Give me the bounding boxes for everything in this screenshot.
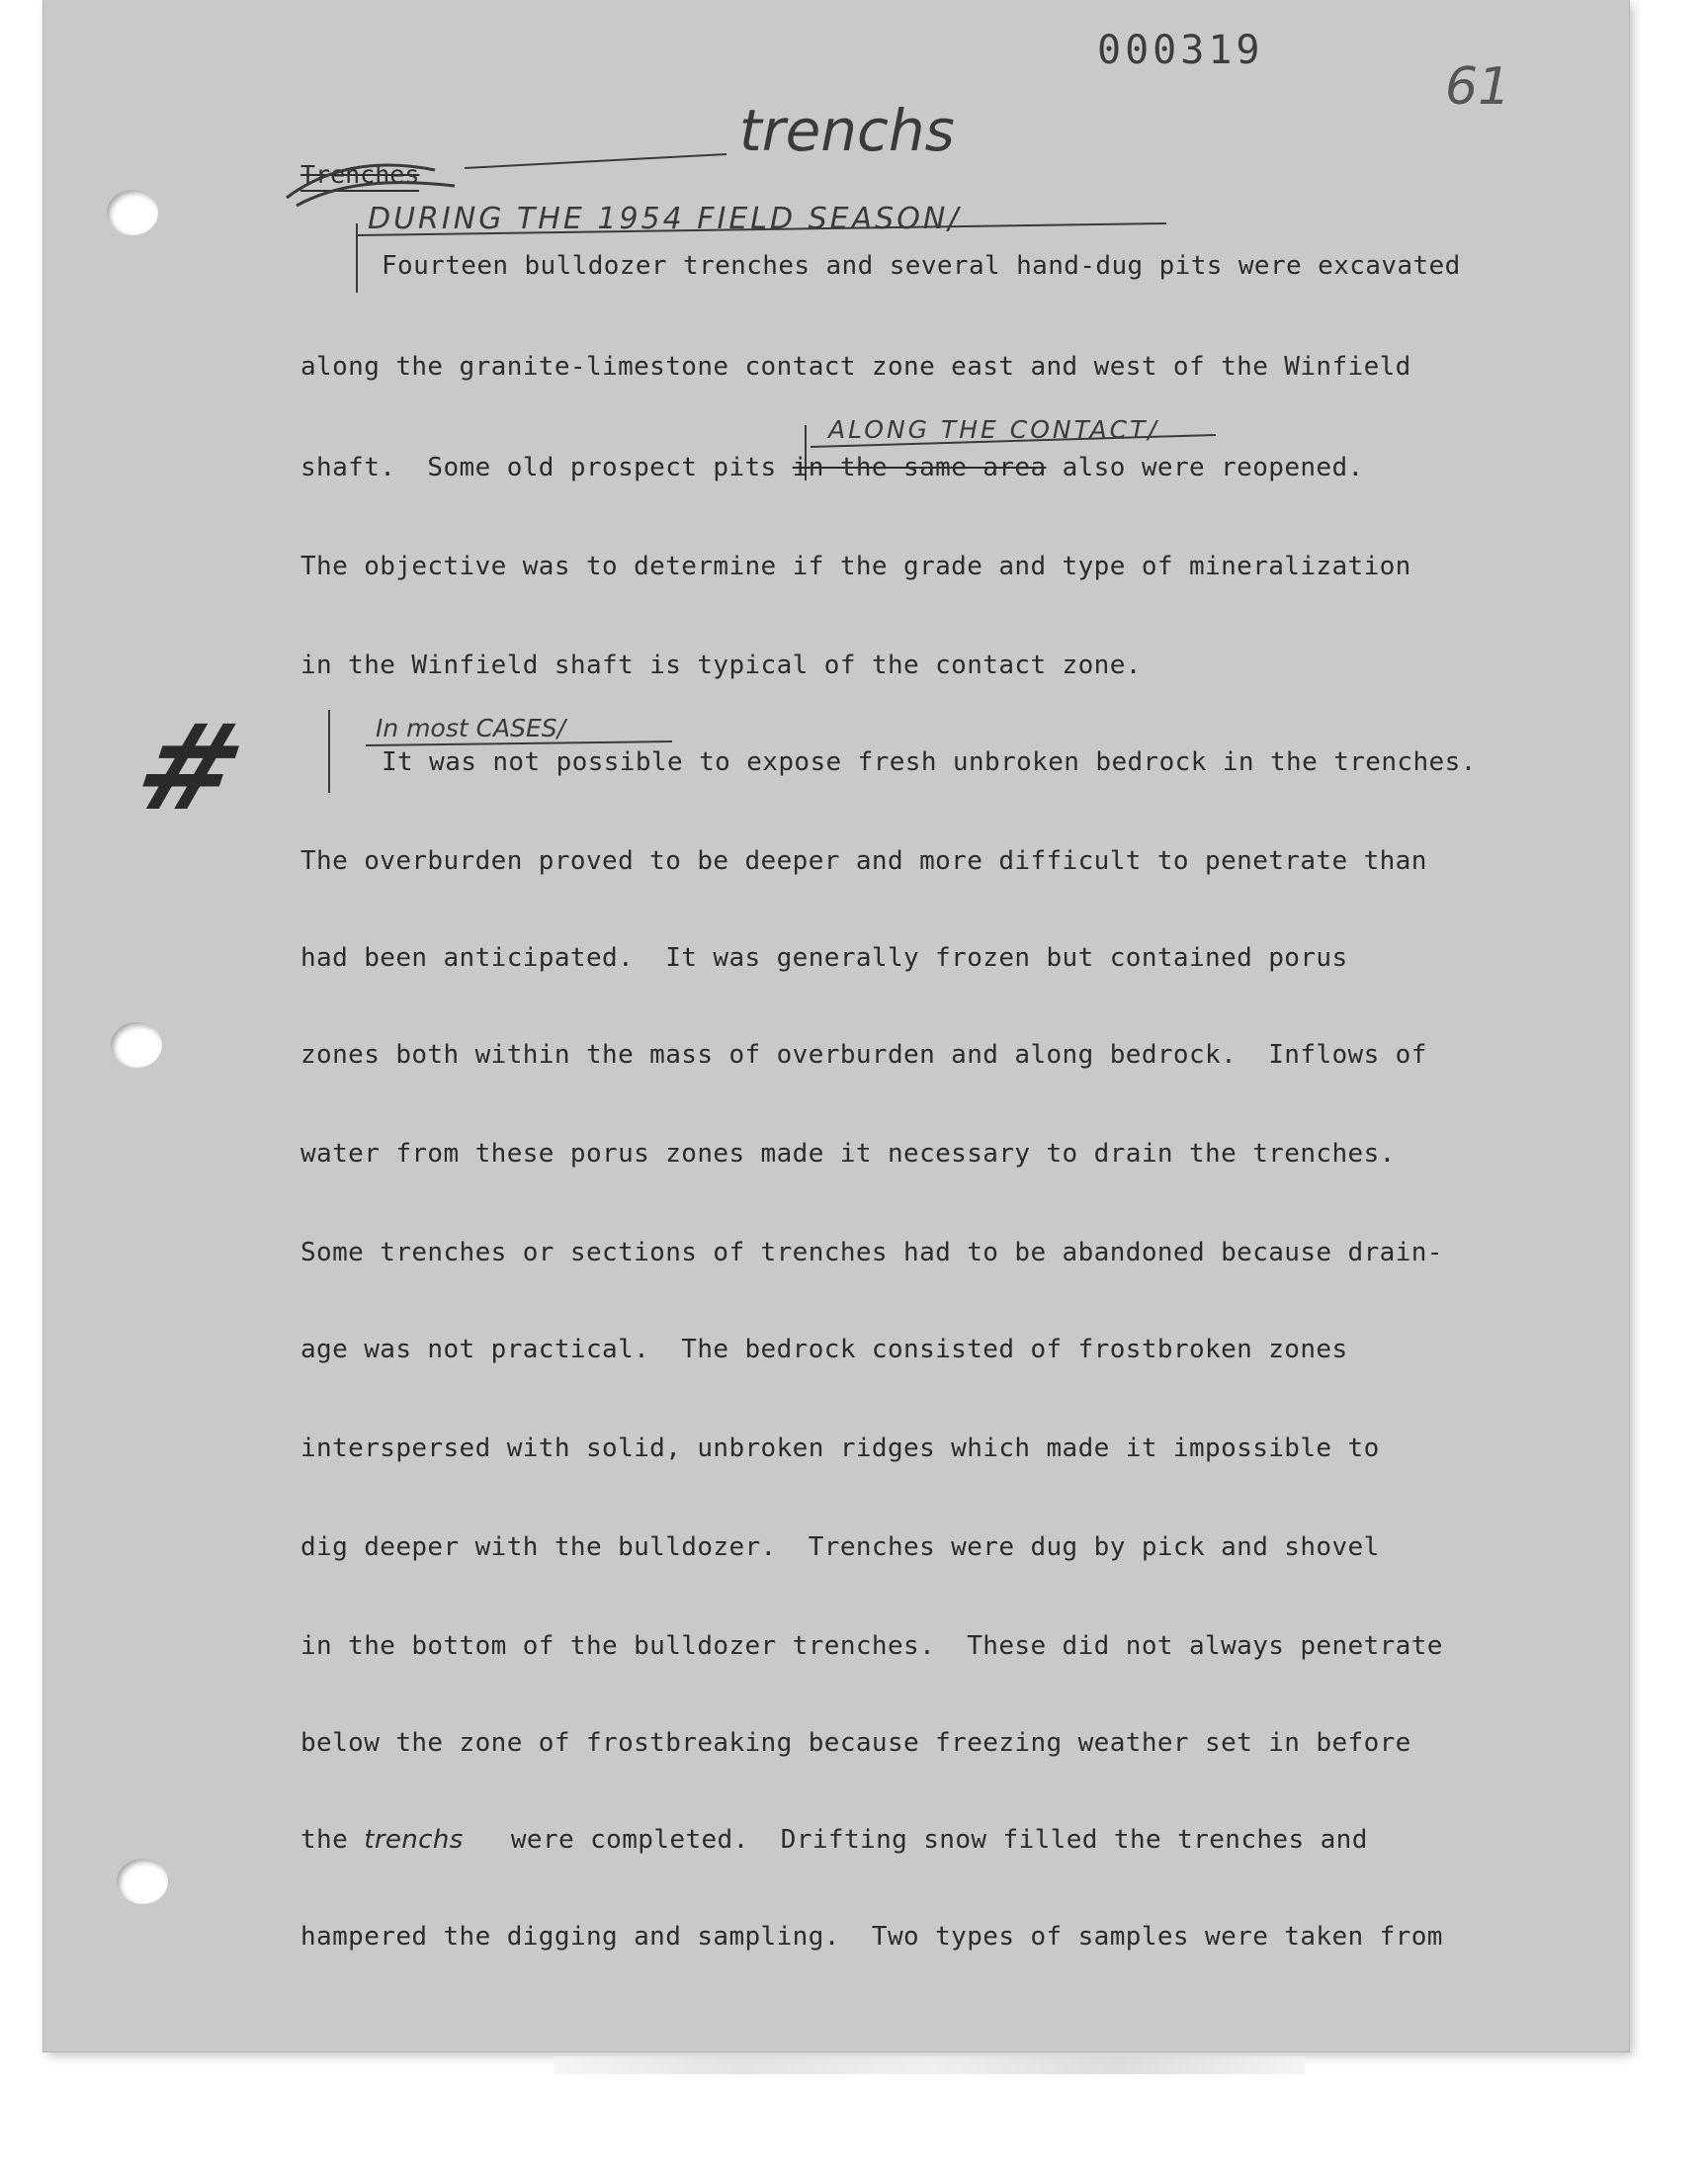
text-line: water from these porus zones made it necessary to drain the trenches. xyxy=(300,1139,1396,1169)
text-line: Fourteen bulldozer trenches and several hand-dug pits were excavated xyxy=(382,251,1461,281)
handwritten-insert-most-cases: In most CASES/ xyxy=(376,714,566,742)
text-line: zones both within the mass of overburden and along bedrock. Inflows of xyxy=(300,1040,1427,1070)
text-line: age was not practical. The bedrock consisted of frostbroken zones xyxy=(300,1335,1348,1364)
text-line: hampered the digging and sampling. Two types of samples were taken from xyxy=(300,1922,1443,1952)
text-line: in the bottom of the bulldozer trenches. These did not always penetrate xyxy=(300,1631,1443,1661)
text-line: dig deeper with the bulldozer. Trenches were dug by pick and shovel xyxy=(300,1532,1380,1562)
handwritten-word: trenchs xyxy=(364,1825,464,1855)
handwritten-insert-season: DURING THE 1954 FIELD SEASON/ xyxy=(368,202,962,236)
text-line: along the granite-limestone contact zone east and west of the Winfield xyxy=(300,352,1411,382)
struck-text: in the same area xyxy=(792,453,1047,482)
handwritten-title-correction: trenchs xyxy=(739,97,955,164)
handwritten-page-number: 61 xyxy=(1445,57,1511,117)
text-line: had been anticipated. It was generally frozen but contained porus xyxy=(300,943,1348,973)
text-line: Some trenches or sections of trenches had to be abandoned because drain- xyxy=(300,1238,1443,1267)
text-line: shaft. Some old prospect pits in the same area also were reopened. xyxy=(300,453,1364,482)
text-line: the trenchs were completed. Drifting snow filled the trenches and xyxy=(300,1825,1368,1855)
text-line: interspersed with solid, unbroken ridges which made it impossible to xyxy=(300,1434,1380,1463)
text-line: The overburden proved to be deeper and more difficult to penetrate than xyxy=(300,846,1427,876)
handwritten-insert-contact: ALONG THE CONTACT/ xyxy=(828,415,1159,444)
paragraph-mark-icon: # xyxy=(118,700,263,837)
text-line: in the Winfield shaft is typical of the contact zone. xyxy=(300,651,1142,680)
text-line: The objective was to determine if the grade and type of mineralization xyxy=(300,552,1411,581)
text-line: It was not possible to expose fresh unbroken bedrock in the trenches. xyxy=(382,747,1477,777)
text-line: below the zone of frostbreaking because freezing weather set in before xyxy=(300,1728,1411,1758)
section-heading: Trenches xyxy=(300,160,420,189)
document-stamp-number: 000319 xyxy=(1097,28,1264,73)
